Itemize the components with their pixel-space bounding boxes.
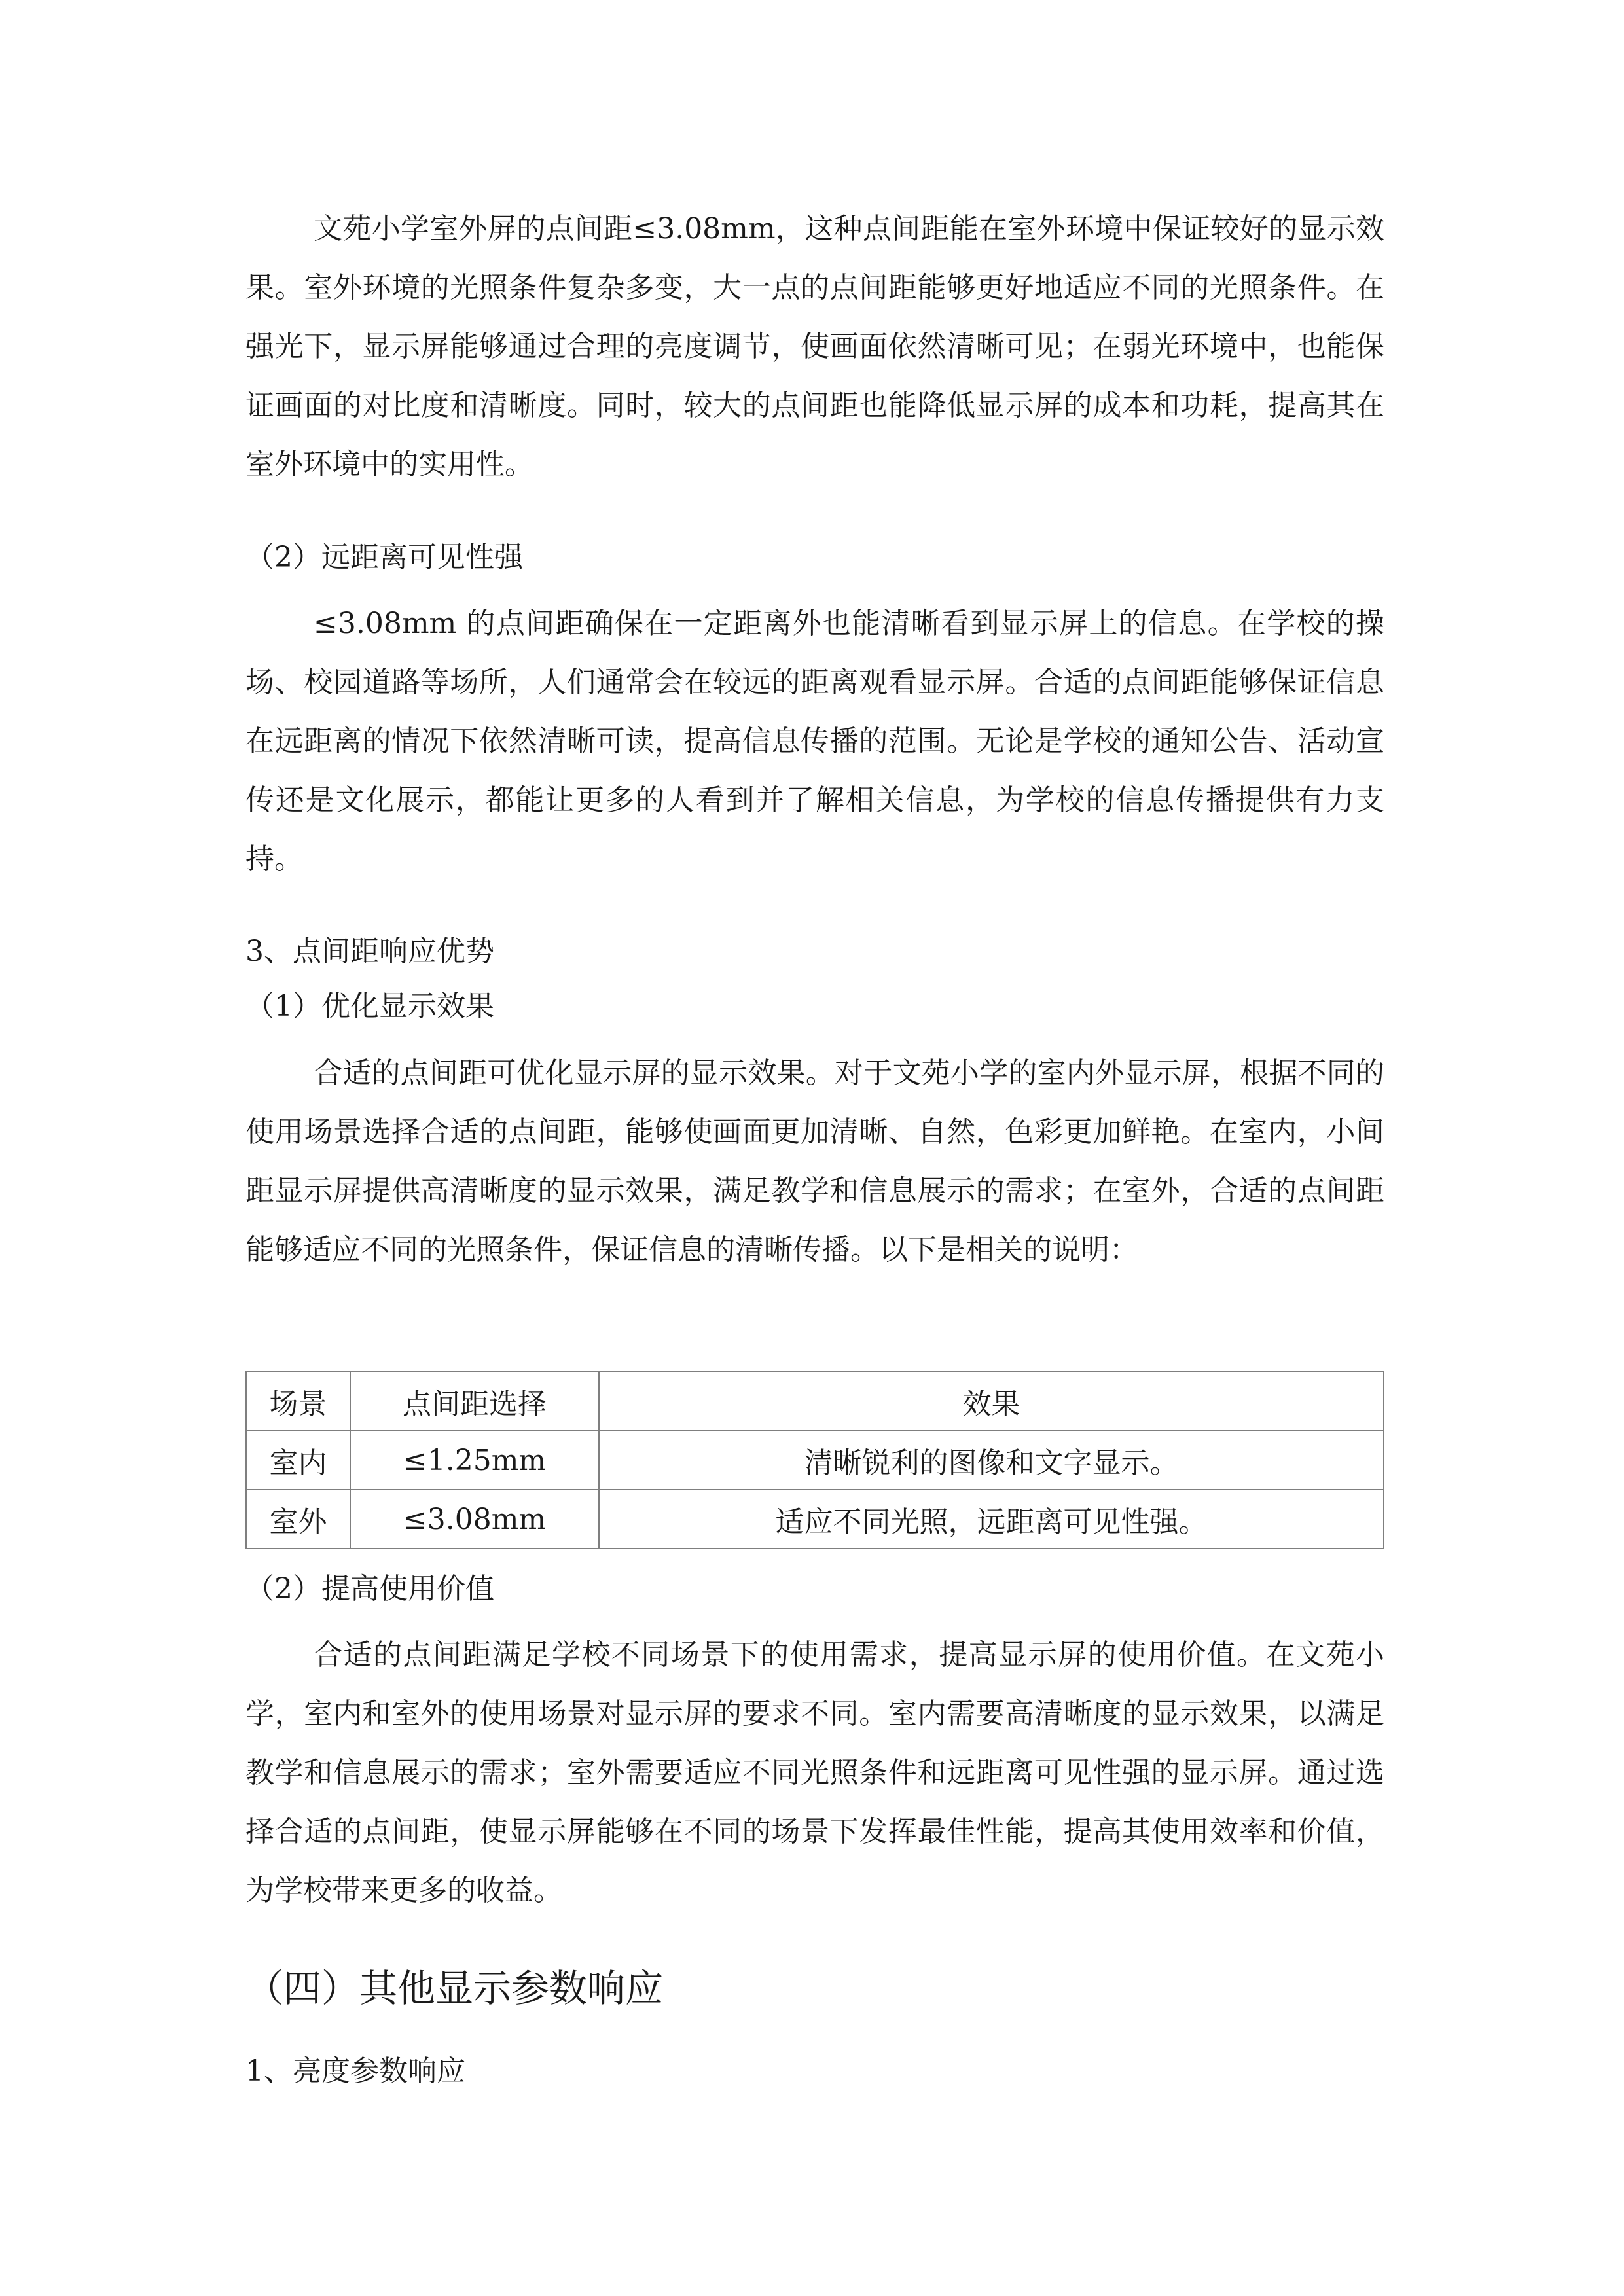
- table-cell: 室内: [246, 1431, 350, 1490]
- table-cell: 清晰锐利的图像和文字显示。: [599, 1431, 1384, 1490]
- heading-pitch-advantage: 3、点间距响应优势: [245, 935, 494, 968]
- table-cell: 适应不同光照，远距离可见性强。: [599, 1490, 1384, 1549]
- paragraph-outdoor-pitch: 文苑小学室外屏的点间距≤3.08mm，这种点间距能在室外环境中保证较好的显示效果。室外环境的光照条件复杂多变，大一点的点间距能够更好地适应不同的光照条件。在强光下，显示屏能够通过合理的亮度调节，使画面依然清晰可见；在弱光环境中，也能保证画面的对比度和清晰度。同时，较大的点间距也能降低显示屏的成本和功耗，提高其在室外环境中的实用性。: [245, 212, 1384, 481]
- heading-remote-visibility: （2）远距离可见性强: [245, 541, 523, 574]
- paragraph-optimize-display: 合适的点间距可优化显示屏的显示效果。对于文苑小学的室内外显示屏，根据不同的使用场景选择合适的点间距，能够使画面更加清晰、自然，色彩更加鲜艳。在室内，小间距显示屏提供高清晰度的显示效果，满足教学和信息展示的需求；在室外，合适的点间距能够适应不同的光照条件，保证信息的清晰传播。以下是相关的说明：: [245, 1056, 1384, 1266]
- table-row: [246, 1431, 1384, 1490]
- table-header-cell: 点间距选择: [350, 1372, 599, 1431]
- heading-usage-value: （2）提高使用价值: [245, 1572, 494, 1605]
- table-cell: ≤3.08mm: [350, 1490, 599, 1549]
- pitch-table: [245, 1371, 1384, 1549]
- table-header-cell: 效果: [599, 1372, 1384, 1431]
- table-header-cell: 场景: [246, 1372, 350, 1431]
- table-cell: 室外: [246, 1490, 350, 1549]
- section-heading-other-params: （四）其他显示参数响应: [245, 1966, 664, 2011]
- table-row: [246, 1490, 1384, 1549]
- paragraph-remote-visibility: ≤3.08mm 的点间距确保在一定距离外也能清晰看到显示屏上的信息。在学校的操场、校园道路等场所，人们通常会在较远的距离观看显示屏。合适的点间距能够保证信息在远距离的情况下依然清晰可读，提高信息传播的范围。无论是学校的通知公告、活动宣传还是文化展示，都能让更多的人看到并了解相关信息，为学校的信息传播提供有力支持。: [245, 607, 1384, 876]
- table-header-row: [246, 1372, 1384, 1431]
- heading-optimize-display: （1）优化显示效果: [245, 990, 494, 1023]
- heading-brightness: 1、亮度参数响应: [245, 2054, 465, 2088]
- table-cell: ≤1.25mm: [350, 1431, 599, 1490]
- paragraph-usage-value: 合适的点间距满足学校不同场景下的使用需求，提高显示屏的使用价值。在文苑小学，室内和室外的使用场景对显示屏的要求不同。室内需要高清晰度的显示效果，以满足教学和信息展示的需求；室外需要适应不同光照条件和远距离可见性强的显示屏。通过选择合适的点间距，使显示屏能够在不同的场景下发挥最佳性能，提高其使用效率和价值，为学校带来更多的收益。: [245, 1638, 1384, 1907]
